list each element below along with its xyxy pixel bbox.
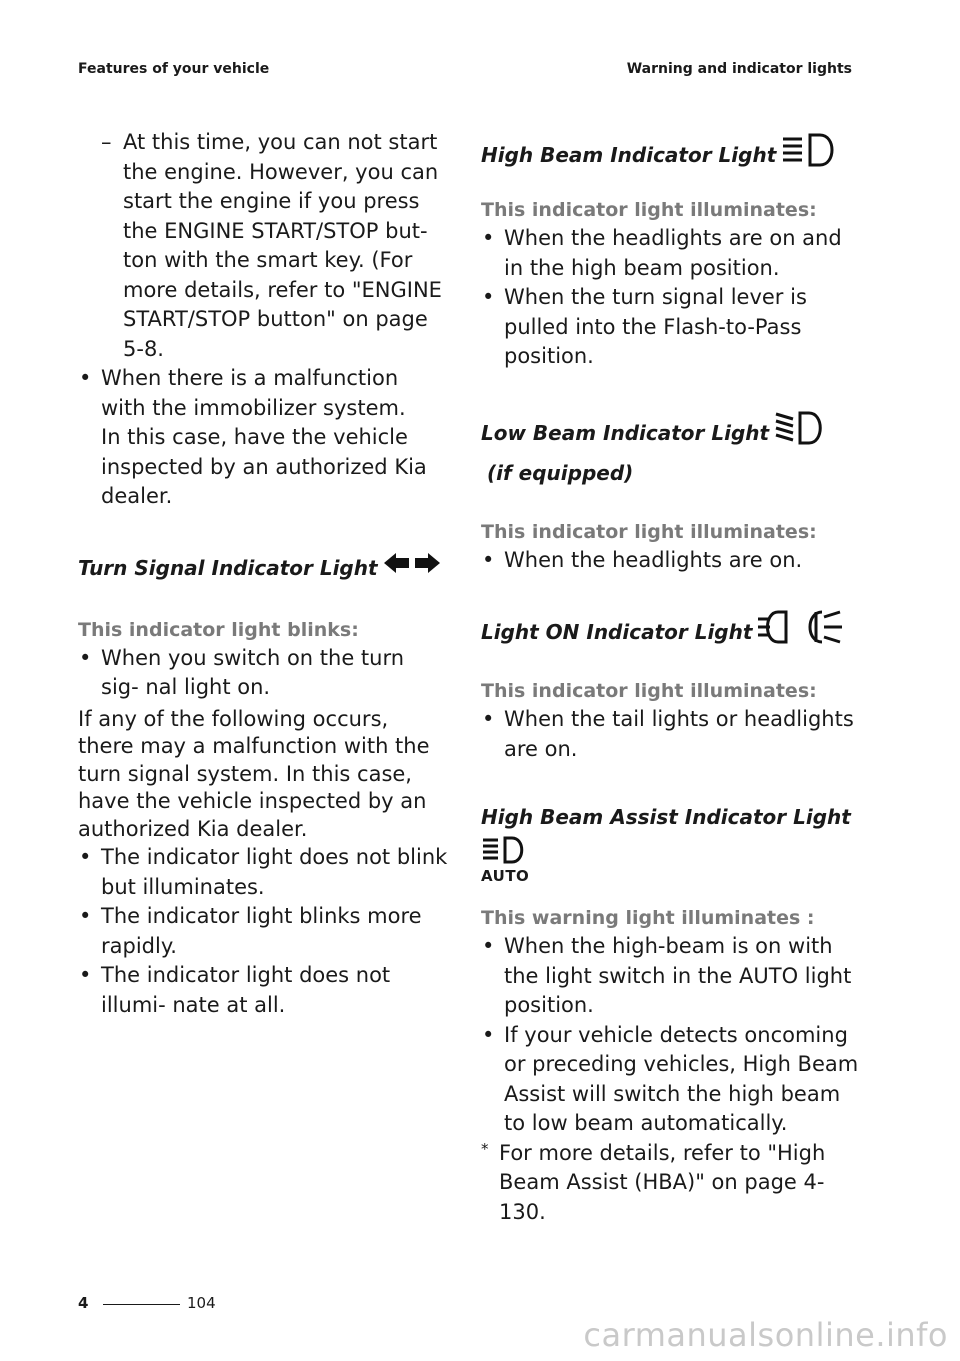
- bullet-turn-3: [78, 961, 448, 1020]
- dash-item-text: At this time, you can not start the engine. However, you can start the engine if you press the ENGINE START/STOP but- ton with the smart key. (For more details, refer to "ENGINE START/STOP button" on page 5-8.: [123, 130, 442, 361]
- bullet-text: When the headlights are on.: [504, 547, 803, 572]
- watermark: carmanualsonline.info: [583, 1316, 948, 1354]
- footer-chapter-number: 4: [78, 1294, 89, 1312]
- hba-heading: High Beam Assist Indicator Light: [481, 805, 851, 829]
- low-beam-heading: [481, 410, 861, 490]
- bullet-marker: •: [79, 845, 92, 869]
- bullet-text: If your vehicle detects oncoming or preceding vehicles, High Beam Assist will switch the high beam to low beam automatically.: [504, 1022, 859, 1135]
- right-column: [481, 132, 861, 1227]
- high-beam-heading: [481, 132, 861, 178]
- turn-signal-arrows-icon: [382, 550, 442, 586]
- bullet-light-on-1: [481, 705, 861, 764]
- high-beam-icon: [780, 132, 840, 178]
- bullet-marker: •: [482, 707, 495, 731]
- dash-list-item: [78, 128, 448, 364]
- light-on-heading: [481, 609, 861, 655]
- light-on-subhead: This indicator light illuminates:: [481, 680, 817, 702]
- heading-text: Turn Signal Indicator Light: [78, 555, 378, 580]
- turn-signal-subhead: This indicator light blinks:: [78, 618, 359, 641]
- hba-auto-label: AUTO: [481, 867, 530, 885]
- hba-subhead: This warning light illuminates :: [481, 907, 815, 929]
- bullet-low-beam-1: [481, 546, 861, 576]
- bullet-turn-1: [78, 843, 448, 902]
- left-column: [78, 128, 448, 1020]
- bullet-marker: •: [482, 1022, 495, 1047]
- turn-signal-heading: [78, 550, 448, 586]
- hba-footnote: [481, 1139, 861, 1228]
- running-header-section: Warning and indicator lights: [626, 61, 852, 77]
- heading-text: Low Beam Indicator Light: [481, 420, 770, 445]
- bullet-text: The indicator light does not illumi- nate at all.: [101, 963, 391, 1017]
- bullet-turn-on: [78, 644, 448, 703]
- bullet-high-beam-2: [481, 283, 861, 372]
- tail-lights-icon: [756, 609, 848, 655]
- bullet-marker: •: [79, 366, 92, 390]
- bullet-text: When the turn signal lever is pulled into the Flash-to-Pass position.: [504, 285, 807, 368]
- footnote-marker: *: [481, 1139, 489, 1158]
- bullet-text: When the high-beam is on with the light switch in the AUTO light position.: [504, 934, 852, 1017]
- heading-suffix: (if equipped): [487, 460, 634, 485]
- bullet-hba-1: [481, 932, 861, 1021]
- immobilizer-note: In this case, have the vehicle inspected by an authorized Kia dealer.: [101, 425, 427, 508]
- bullet-text: The indicator light does not blink but illuminates.: [101, 845, 448, 899]
- low-beam-subhead: This indicator light illuminates:: [481, 520, 817, 543]
- bullet-hba-2: [481, 1021, 861, 1139]
- bullet-text: When the headlights are on and in the high beam position.: [504, 226, 842, 280]
- bullet-text: When there is a malfunction with the immobilizer system.: [101, 366, 406, 420]
- low-beam-icon: [773, 410, 827, 456]
- bullet-immobilizer: [78, 364, 448, 423]
- footer-divider: [103, 1304, 180, 1305]
- footnote-text: For more details, refer to "High Beam Assist (HBA)" on page 4- 130.: [499, 1140, 826, 1224]
- bullet-marker: •: [79, 904, 92, 928]
- heading-text: Light ON Indicator Light: [481, 620, 753, 644]
- bullet-text: When the tail lights or headlights are on.: [504, 707, 854, 761]
- bullet-marker: •: [482, 934, 495, 958]
- hba-auto-icon: [481, 836, 529, 884]
- bullet-text: When you switch on the turn sig- nal light on.: [101, 645, 405, 699]
- bullet-turn-2: [78, 902, 448, 961]
- bullet-text: The indicator light blinks more rapidly.: [101, 904, 422, 958]
- footer-page-number: 104: [187, 1294, 216, 1312]
- heading-text: High Beam Indicator Light: [481, 143, 777, 167]
- bullet-high-beam-1: [481, 224, 861, 283]
- high-beam-subhead: This indicator light illuminates:: [481, 199, 817, 221]
- bullet-marker: •: [79, 645, 92, 670]
- turn-signal-paragraph: If any of the following occurs, there may a malfunction with the turn signal system. In this case, have the vehicle inspected by an authorized Kia dealer.: [78, 706, 430, 841]
- bullet-marker: •: [482, 285, 495, 309]
- bullet-marker: •: [79, 963, 92, 987]
- bullet-marker: •: [482, 547, 495, 572]
- dash-marker: –: [101, 130, 112, 154]
- running-header-chapter: Features of your vehicle: [78, 61, 270, 77]
- bullet-marker: •: [482, 226, 495, 250]
